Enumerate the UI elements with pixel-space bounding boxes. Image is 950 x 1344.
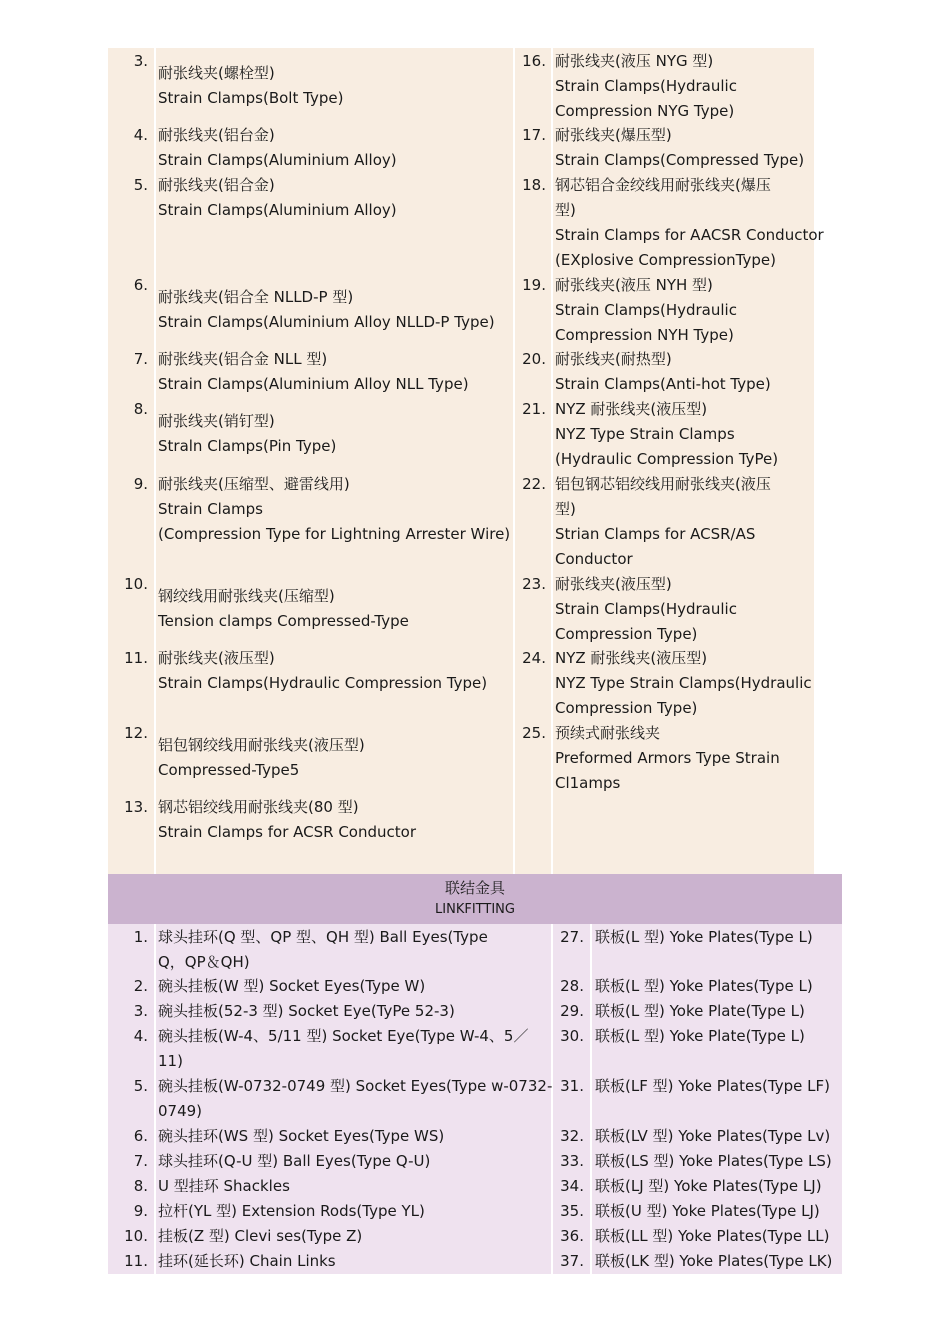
list-item-line: U 型挂环 Shackles — [158, 1177, 290, 1195]
list-item-line: 碗头挂板(W-4、5/11 型) Socket Eye(Type W-4、5／ — [158, 1027, 529, 1045]
list-item-number: 10. — [124, 575, 148, 593]
list-item-number: 2. — [133, 977, 148, 995]
list-item-line: 耐张线夹(液压 NYH 型) — [555, 276, 713, 294]
list-item-line: NYZ Type Strain Clamps(Hydraulic — [555, 674, 812, 692]
list-item-line: Conductor — [555, 550, 633, 568]
list-item-zh: 耐张线夹(铝合全 NLLD-P 型) — [158, 288, 354, 306]
list-item-en: Strain Clamps — [158, 500, 263, 518]
list-item-number: 24. — [522, 649, 546, 667]
list-item-number: 8. — [133, 400, 148, 418]
list-item-zh: 耐张线夹(压缩型、避雷线用) — [158, 475, 350, 493]
list-item-line: NYZ Type Strain Clamps — [555, 425, 735, 443]
list-item-number: 3. — [133, 52, 148, 70]
list-item-line: (EXplosive CompressionType) — [555, 251, 776, 269]
list-item-line: Strain Clamps(Hydraulic — [555, 600, 737, 618]
list-item-line: NYZ 耐张线夹(液压型) — [555, 649, 708, 667]
list-item-line: 型) — [555, 500, 576, 518]
list-item-line: Strain Clamps(Anti-hot Type) — [555, 375, 771, 393]
list-item-line: 耐张线夹(爆压型) — [555, 126, 672, 144]
list-item-number: 34. — [560, 1177, 584, 1195]
list-item-line: 碗头挂环(WS 型) Socket Eyes(Type WS) — [158, 1127, 445, 1145]
strain-column-divider — [154, 48, 156, 874]
list-item-number: 30. — [560, 1027, 584, 1045]
list-item-number: 10. — [124, 1227, 148, 1245]
list-item-line: 联板(L 型) Yoke Plates(Type L) — [595, 928, 813, 946]
list-item-en: Strain Clamps(Bolt Type) — [158, 89, 344, 107]
list-item-number: 6. — [133, 276, 148, 294]
list-item-line: Strain Clamps for AACSR Conductor — [555, 226, 824, 244]
link-column-divider — [154, 924, 156, 1274]
list-item-number: 22. — [522, 475, 546, 493]
list-item-line: Q，QP＆QH) — [158, 953, 250, 971]
list-item-line: Preformed Armors Type Strain — [555, 749, 780, 767]
list-item-line: 球头挂环(Q 型、QP 型、QH 型) Ball Eyes(Type — [158, 928, 488, 946]
list-item-en: Straln Clamps(Pin Type) — [158, 437, 337, 455]
list-item-number: 9. — [133, 1202, 148, 1220]
list-item-number: 3. — [133, 1002, 148, 1020]
list-item-zh: 耐张线夹(铝合金) — [158, 176, 275, 194]
list-item-en: Strain Clamps(Aluminium Alloy NLL Type) — [158, 375, 469, 393]
list-item-line: Compression NYH Type) — [555, 326, 734, 344]
list-item-line: 联板(LL 型) Yoke Plates(Type LL) — [595, 1227, 830, 1245]
list-item-number: 32. — [560, 1127, 584, 1145]
list-item-zh: 耐张线夹(液压型) — [158, 649, 275, 667]
linkfitting-header-en: LINKFITTING — [435, 902, 515, 917]
list-item-number: 5. — [133, 176, 148, 194]
list-item-number: 33. — [560, 1152, 584, 1170]
list-item-line: 联板(L 型) Yoke Plate(Type L) — [595, 1002, 805, 1020]
list-item-zh: 耐张线夹(销钉型) — [158, 412, 275, 430]
list-item-line: Compression NYG Type) — [555, 102, 735, 120]
link-column-divider — [590, 924, 592, 1274]
list-item-line: 联板(LF 型) Yoke Plates(Type LF) — [595, 1077, 830, 1095]
list-item-line: 钢芯铝合金绞线用耐张线夹(爆压 — [555, 176, 771, 194]
list-item-zh: 钢芯铝绞线用耐张线夹(80 型) — [158, 798, 359, 816]
list-item-number: 7. — [133, 350, 148, 368]
list-item-line: NYZ 耐张线夹(液压型) — [555, 400, 708, 418]
list-item-number: 25. — [522, 724, 546, 742]
list-item-number: 5. — [133, 1077, 148, 1095]
list-item-line: 碗头挂板(52-3 型) Socket Eye(TyPe 52-3) — [158, 1002, 455, 1020]
list-item-number: 6. — [133, 1127, 148, 1145]
list-item-number: 17. — [522, 126, 546, 144]
list-item-line: 联板(LJ 型) Yoke Plates(Type LJ) — [595, 1177, 822, 1195]
linkfitting-header — [108, 874, 842, 924]
list-item-en: Tension clamps Compressed-Type — [158, 612, 409, 630]
list-item-number: 9. — [133, 475, 148, 493]
list-item-line: 拉杆(YL 型) Extension Rods(Type YL) — [158, 1202, 425, 1220]
list-item-line: 联板(LK 型) Yoke Plates(Type LK) — [595, 1252, 833, 1270]
list-item-line: 型) — [555, 201, 576, 219]
list-item-number: 23. — [522, 575, 546, 593]
list-item-number: 8. — [133, 1177, 148, 1195]
list-item-line: 碗头挂板(W-0732-0749 型) Socket Eyes(Type w-0732- — [158, 1077, 553, 1095]
list-item-zh: 耐张线夹(铝台金) — [158, 126, 275, 144]
list-item-line: 联板(U 型) Yoke Plates(Type LJ) — [595, 1202, 820, 1220]
list-item-number: 28. — [560, 977, 584, 995]
list-item-line: 预续式耐张线夹 — [555, 724, 661, 742]
list-item-line: 耐张线夹(液压 NYG 型) — [555, 52, 714, 70]
list-item-line: 耐张线夹(耐热型) — [555, 350, 672, 368]
list-item-line: 联板(L 型) Yoke Plate(Type L) — [595, 1027, 805, 1045]
list-item-line: 联板(LS 型) Yoke Plates(Type LS) — [595, 1152, 832, 1170]
list-item-en: Strain Clamps(Aluminium Alloy) — [158, 201, 397, 219]
list-item-en: (Compression Type for Lightning Arrester Wire) — [158, 525, 511, 543]
list-item-en: Compressed-Type5 — [158, 761, 300, 779]
list-item-en: Strain Clamps(Aluminium Alloy NLLD-P Type) — [158, 313, 495, 331]
list-item-number: 19. — [522, 276, 546, 294]
list-item-en: Strain Clamps(Aluminium Alloy) — [158, 151, 397, 169]
list-item-line: Strain Clamps(Compressed Type) — [555, 151, 805, 169]
list-item-number: 4. — [133, 126, 148, 144]
list-item-line: 挂板(Z 型) Clevi ses(Type Z) — [158, 1227, 363, 1245]
list-item-zh: 耐张线夹(铝合金 NLL 型) — [158, 350, 328, 368]
strain-column-divider — [513, 48, 515, 874]
list-item-number: 27. — [560, 928, 584, 946]
list-item-line: Strain Clamps(Hydraulic — [555, 301, 737, 319]
list-item-line: Strain Clamps(Hydraulic — [555, 77, 737, 95]
list-item-line: Compression Type) — [555, 699, 698, 717]
list-item-number: 13. — [124, 798, 148, 816]
list-item-en: Strain Clamps for ACSR Conductor — [158, 823, 416, 841]
list-item-line: Compression Type) — [555, 625, 698, 643]
list-item-number: 20. — [522, 350, 546, 368]
list-item-number: 21. — [522, 400, 546, 418]
list-item-number: 18. — [522, 176, 546, 194]
strain-column-divider — [551, 48, 553, 874]
list-item-line: 铝包钢芯铝绞线用耐张线夹(液压 — [555, 475, 771, 493]
list-item-number: 4. — [133, 1027, 148, 1045]
list-item-number: 35. — [560, 1202, 584, 1220]
list-item-line: 联板(LV 型) Yoke Plates(Type Lv) — [595, 1127, 831, 1145]
list-item-line: 球头挂环(Q-U 型) Ball Eyes(Type Q-U) — [158, 1152, 431, 1170]
list-item-number: 1. — [133, 928, 148, 946]
list-item-number: 12. — [124, 724, 148, 742]
list-item-line: (Hydraulic Compression TyPe) — [555, 450, 779, 468]
list-item-zh: 铝包钢绞线用耐张线夹(液压型) — [158, 736, 365, 754]
list-item-line: 挂环(延长环) Chain Links — [158, 1252, 336, 1270]
list-item-line: 耐张线夹(液压型) — [555, 575, 672, 593]
list-item-number: 11. — [124, 649, 148, 667]
list-item-number: 7. — [133, 1152, 148, 1170]
list-item-line: 11) — [158, 1052, 183, 1070]
list-item-number: 11. — [124, 1252, 148, 1270]
list-item-line: 联板(L 型) Yoke Plates(Type L) — [595, 977, 813, 995]
list-item-number: 36. — [560, 1227, 584, 1245]
list-item-zh: 钢绞线用耐张线夹(压缩型) — [158, 587, 335, 605]
list-item-number: 37. — [560, 1252, 584, 1270]
list-item-number: 29. — [560, 1002, 584, 1020]
list-item-zh: 耐张线夹(螺栓型) — [158, 64, 275, 82]
list-item-line: Strian Clamps for ACSR/AS — [555, 525, 756, 543]
list-item-line: 碗头挂板(W 型) Socket Eyes(Type W) — [158, 977, 426, 995]
list-item-line: 0749) — [158, 1102, 203, 1120]
list-item-line: Cl1amps — [555, 774, 621, 792]
linkfitting-header-zh: 联结金具 — [444, 879, 505, 897]
list-item-number: 31. — [560, 1077, 584, 1095]
list-item-en: Strain Clamps(Hydraulic Compression Type) — [158, 674, 488, 692]
list-item-number: 16. — [522, 52, 546, 70]
